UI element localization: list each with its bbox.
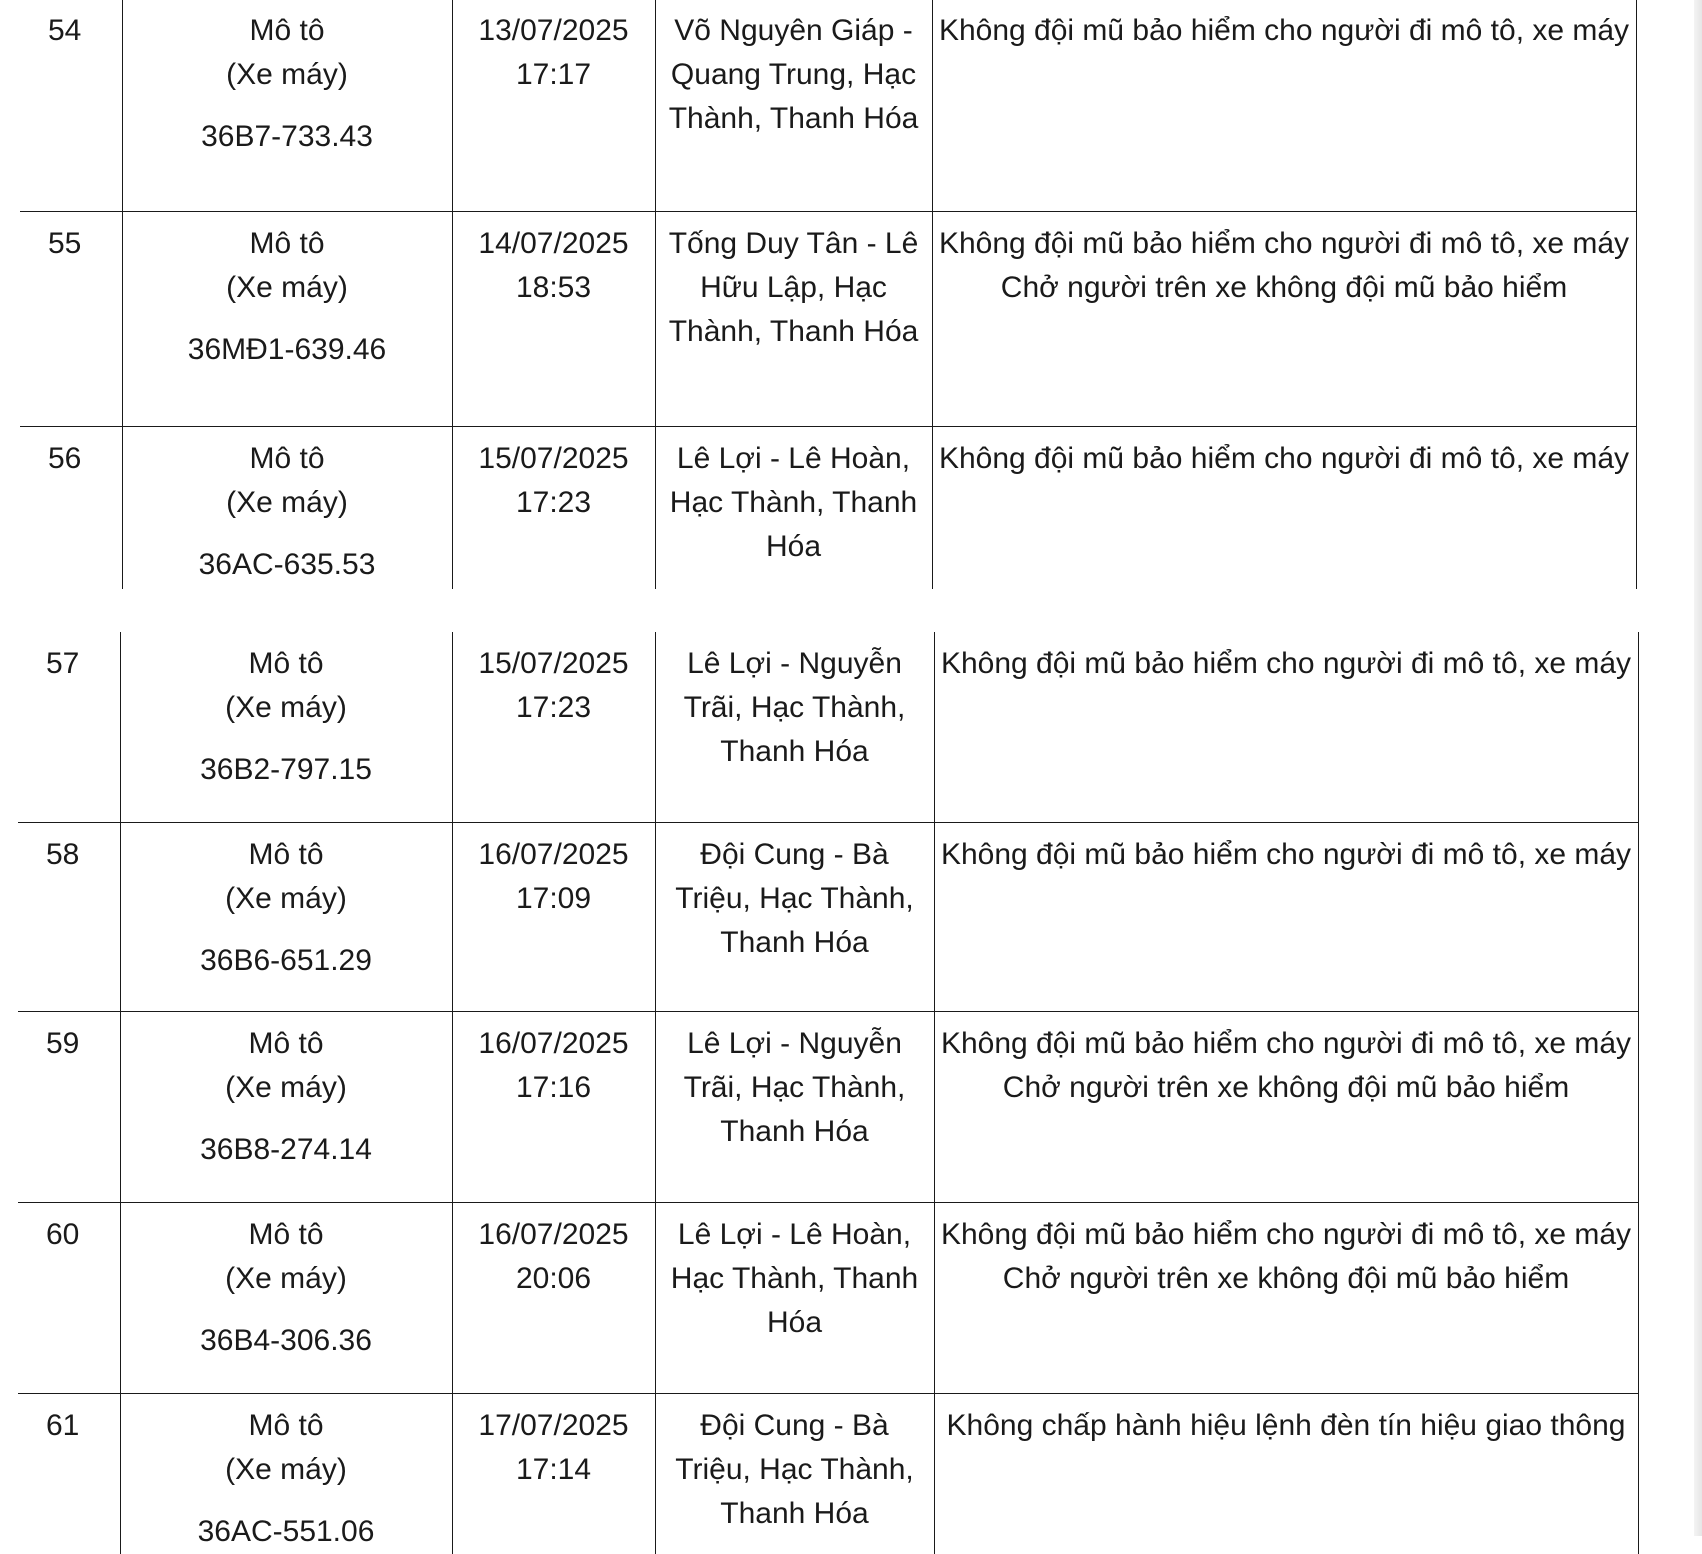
vehicle-subtype: (Xe máy) [226,271,348,304]
vehicle-subtype: (Xe máy) [226,486,348,519]
table-row [18,1202,1638,1393]
datetime-cell [452,1011,655,1202]
license-plate: 36B8-274.14 [200,1132,372,1166]
license-plate: 36AC-635.53 [198,548,376,581]
vehicle-subtype: (Xe máy) [225,881,347,915]
violation-date: 13/07/2025 [478,14,629,47]
license-plate: 36MĐ1-639.46 [187,333,387,366]
row-number-cell: 59 [18,1011,120,1202]
datetime-cell [452,212,655,427]
violation-cell [934,1202,1638,1393]
row-number-cell: 60 [18,1202,120,1393]
violation-description: Không đội mũ bảo hiểm cho người đi mô tô, xe máy [940,837,1632,871]
violation-location: Đội Cung - Bà Triệu, Hạc Thành, Thanh Hóa [675,837,914,959]
license-plate: 36B6-651.29 [200,943,372,977]
violation-location: Lê Lợi - Lê Hoàn, Hạc Thành, Thanh Hóa [670,1217,919,1339]
violation-description: Không đội mũ bảo hiểm cho người đi mô tô, xe máy [938,14,1630,47]
row-number-cell: 58 [18,822,120,1011]
vehicle-type: Mô tô [249,227,325,260]
vehicle-type: Mô tô [248,1217,324,1251]
violation-description: Chở người trên xe không đội mũ bảo hiểm [1002,1070,1570,1104]
vehicle-cell [120,822,452,1011]
vehicle-cell [122,212,452,427]
violation-time: 17:16 [515,1070,592,1104]
table-row [20,212,1636,427]
table-body [18,632,1638,1554]
violation-description: Không đội mũ bảo hiểm cho người đi mô tô, xe máy [938,442,1630,475]
datetime-cell [452,632,655,822]
violation-location: Võ Nguyên Giáp - Quang Trung, Hạc Thành, Thanh Hóa [668,14,919,135]
vehicle-cell [122,427,452,589]
violation-cell [934,632,1638,822]
violation-time: 20:06 [515,1261,592,1295]
vehicle-type: Mô tô [248,1026,324,1060]
violation-location: Lê Lợi - Nguyễn Trãi, Hạc Thành, Thanh Hóa [683,647,906,768]
violation-description: Không đội mũ bảo hiểm cho người đi mô tô, xe máy [940,1026,1632,1060]
row-number-cell: 61 [18,1393,120,1554]
vehicle-type: Mô tô [248,647,324,680]
violation-time: 17:09 [515,881,592,915]
violation-time: 17:23 [515,486,592,519]
violation-time: 17:23 [515,691,592,724]
violation-date: 15/07/2025 [478,442,629,475]
datetime-cell [452,1393,655,1554]
vehicle-subtype: (Xe máy) [225,1261,347,1295]
location-cell [655,1011,934,1202]
table-row [20,427,1636,589]
violation-description: Chở người trên xe không đội mũ bảo hiểm [1000,271,1568,304]
table-body [20,0,1636,589]
license-plate: 36B2-797.15 [200,753,372,786]
location-cell [655,1202,934,1393]
violation-description: Không đội mũ bảo hiểm cho người đi mô tô, xe máy [938,227,1630,260]
license-plate: 36AC-551.06 [197,1514,375,1548]
vehicle-type: Mô tô [248,1408,324,1442]
table-row [20,0,1636,212]
violation-cell [932,427,1636,589]
vehicle-type: Mô tô [249,14,325,47]
row-number-cell: 55 [20,212,122,427]
vehicle-subtype: (Xe máy) [225,1070,347,1104]
vehicle-subtype: (Xe máy) [226,58,348,91]
license-plate: 36B4-306.36 [200,1323,372,1357]
violation-description: Không chấp hành hiệu lệnh đèn tín hiệu giao thông [946,1408,1626,1442]
violation-date: 15/07/2025 [478,647,629,680]
violation-description: Không đội mũ bảo hiểm cho người đi mô tô, xe máy [940,1217,1632,1251]
vehicle-subtype: (Xe máy) [225,1452,347,1486]
vehicle-subtype: (Xe máy) [225,691,347,724]
datetime-cell [452,0,655,212]
violation-cell [934,822,1638,1011]
table-row [18,1011,1638,1202]
location-cell [655,822,934,1011]
violation-location: Lê Lợi - Lê Hoàn, Hạc Thành, Thanh Hóa [669,442,918,563]
violation-cell [932,212,1636,427]
page-edge [1694,0,1702,1536]
violation-date: 16/07/2025 [478,1026,629,1060]
violation-cell [934,1011,1638,1202]
vehicle-cell [120,632,452,822]
violation-location: Tống Duy Tân - Lê Hữu Lập, Hạc Thành, Thanh Hóa [668,227,919,348]
violation-description: Không đội mũ bảo hiểm cho người đi mô tô, xe máy [940,647,1632,680]
violation-cell [934,1393,1638,1554]
datetime-cell [452,1202,655,1393]
violation-location: Lê Lợi - Nguyễn Trãi, Hạc Thành, Thanh Hóa [683,1026,906,1148]
violation-time: 18:53 [515,271,592,304]
table-row [18,1393,1638,1554]
table-row [18,632,1638,822]
row-number-cell: 57 [18,632,120,822]
location-cell [655,1393,934,1554]
violation-time: 17:17 [515,58,592,91]
violation-cell [932,0,1636,212]
row-number-cell: 56 [20,427,122,589]
violation-date: 17/07/2025 [478,1408,629,1442]
violation-table-block-1 [20,0,1637,589]
table-row [18,822,1638,1011]
location-cell [655,427,932,589]
location-cell [655,212,932,427]
violation-time: 17:14 [515,1452,592,1486]
violation-table-block-2 [18,632,1639,1554]
vehicle-cell [120,1011,452,1202]
violation-date: 16/07/2025 [478,837,629,871]
vehicle-cell [120,1393,452,1554]
vehicle-type: Mô tô [248,837,324,871]
vehicle-type: Mô tô [249,442,325,475]
violation-location: Đội Cung - Bà Triệu, Hạc Thành, Thanh Hóa [675,1408,914,1530]
location-cell [655,0,932,212]
vehicle-cell [120,1202,452,1393]
datetime-cell [452,822,655,1011]
row-number-cell: 54 [20,0,122,212]
violation-description: Chở người trên xe không đội mũ bảo hiểm [1002,1261,1570,1295]
location-cell [655,632,934,822]
vehicle-cell [122,0,452,212]
datetime-cell [452,427,655,589]
license-plate: 36B7-733.43 [201,120,373,153]
violation-date: 16/07/2025 [478,1217,629,1251]
violation-date: 14/07/2025 [478,227,629,260]
